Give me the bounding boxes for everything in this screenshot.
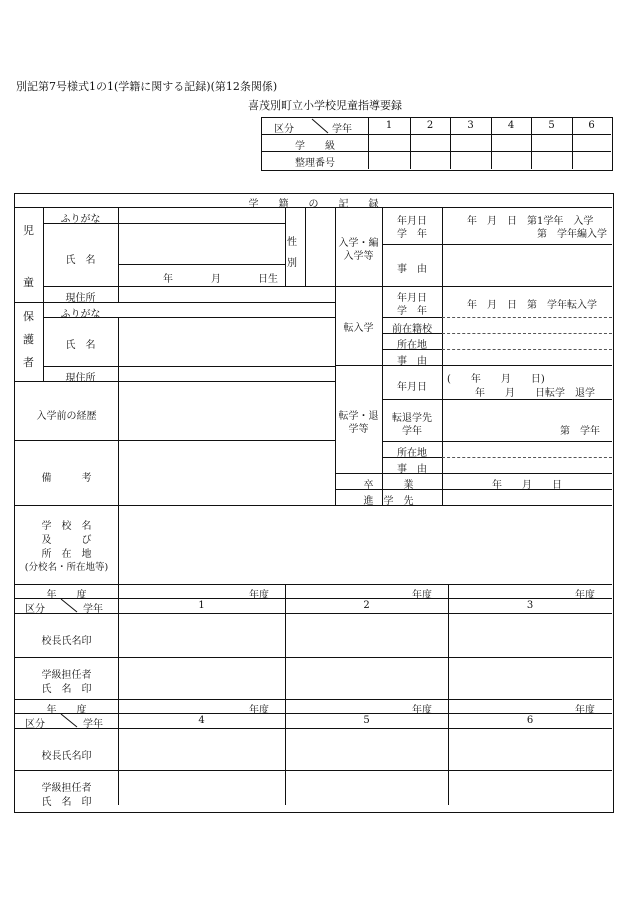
class-number-table <box>261 117 613 171</box>
guardian-label-1: 保 <box>23 310 34 323</box>
school-name-label-1: 学 校 名 <box>41 521 92 532</box>
grade-5: 5 <box>548 120 555 131</box>
admission-date-label: 年月日 <box>397 216 427 227</box>
guardian-label-3: 者 <box>23 356 34 369</box>
graduation-date: 年 月 日 <box>492 480 562 491</box>
transfer-out-entry-2: 年 月 日転学 退学 <box>475 388 595 399</box>
child-name-label: 氏 名 <box>65 255 96 266</box>
grade-3: 3 <box>467 120 474 131</box>
principal-label-b: 校長氏名印 <box>41 751 92 762</box>
prev-school-label: 前在籍校 <box>392 324 432 335</box>
year-grade-2: 2 <box>363 600 370 611</box>
transfer-out-location-label: 所在地 <box>397 448 427 459</box>
pre-history-label: 入学前の経歴 <box>36 411 97 422</box>
division-b: 区分 <box>25 719 45 730</box>
grade-4: 4 <box>507 120 515 131</box>
grade-label-b: 学年 <box>83 719 103 730</box>
nendo-a3: 年度 <box>575 590 595 601</box>
guardian-furigana-label: ふりがな <box>60 309 101 320</box>
year-grade-3: 3 <box>526 600 534 611</box>
child-label-2: 童 <box>23 276 34 289</box>
guardian-name-label: 氏 名 <box>65 340 96 351</box>
transfer-out-date-label: 年月日 <box>397 382 427 393</box>
nendo-b2: 年度 <box>412 705 432 716</box>
year-grade-1: 1 <box>198 600 205 611</box>
transfer-in-entry: 年 月 日 第 学年転入学 <box>467 300 597 311</box>
nendo-b3: 年度 <box>575 705 595 716</box>
teacher-label-a-2: 氏 名 印 <box>41 684 92 695</box>
grade-6: 6 <box>588 120 595 131</box>
school-name-label-2: 及 び <box>41 535 92 546</box>
admission-grade-label: 学 年 <box>397 229 427 240</box>
child-address-label: 現住所 <box>65 293 96 304</box>
form-title: 別記第7号様式1の1(学籍に関する記録)(第12条関係) <box>16 80 278 93</box>
child-label-1: 児 <box>23 224 34 237</box>
year-grade-6: 6 <box>526 715 534 726</box>
transfer-in-label: 転入学 <box>343 323 374 334</box>
document-title: 喜茂別町立小学校児童指導要録 <box>248 99 402 112</box>
birth-month: 月 <box>211 274 221 285</box>
next-school-label: 進 学 先 <box>363 496 414 507</box>
admission-entry-1: 年 月 日 第1学年 入学 <box>467 216 594 227</box>
division-label: 区分 <box>274 124 294 135</box>
transfer-out-grade-label: 学年 <box>402 426 422 437</box>
year-grade-5: 5 <box>363 715 370 726</box>
transfer-out-dest-label: 転退学先 <box>392 413 432 424</box>
school-name-label-4: (分校名・所在地等) <box>24 562 109 573</box>
admission-label-1: 入学・編 <box>338 238 379 249</box>
admission-reason-label: 事 由 <box>397 264 427 275</box>
guardian-label-2: 護 <box>23 333 34 346</box>
teacher-label-b-2: 氏 名 印 <box>41 797 92 808</box>
grade-label: 学年 <box>332 124 352 135</box>
admission-label-2: 入学等 <box>343 251 374 262</box>
sex-label-2: 別 <box>287 258 297 269</box>
transfer-out-label-2: 学等 <box>348 424 369 435</box>
birth-year: 年 <box>163 274 173 285</box>
grade-2: 2 <box>426 120 434 131</box>
class-label: 学 級 <box>295 141 335 152</box>
school-name-label-3: 所 在 地 <box>41 549 92 560</box>
section-title: 学 籍 の 記 録 <box>248 199 379 210</box>
graduation-label: 卒 業 <box>363 480 414 491</box>
grade-1: 1 <box>385 120 393 131</box>
enrollment-record <box>14 193 614 813</box>
transfer-out-reason-label: 事 由 <box>397 464 427 475</box>
remarks-label: 備 考 <box>41 473 92 484</box>
year-label-a: 年 度 <box>46 590 87 601</box>
nendo-a1: 年度 <box>249 590 269 601</box>
transfer-in-grade-label: 学 年 <box>397 306 427 317</box>
nendo-b1: 年度 <box>249 705 269 716</box>
teacher-label-a-1: 学級担任者 <box>41 670 92 681</box>
teacher-label-b-1: 学級担任者 <box>41 783 92 794</box>
division-a: 区分 <box>25 604 45 615</box>
year-label-b: 年 度 <box>46 705 87 716</box>
child-furigana-label: ふりがな <box>60 214 101 225</box>
sex-label-1: 性 <box>287 237 297 248</box>
year-grade-4: 4 <box>198 715 205 726</box>
principal-label-a: 校長氏名印 <box>41 636 92 647</box>
admission-entry-2: 第 学年編入学 <box>537 229 607 240</box>
transfer-in-reason-label: 事 由 <box>397 356 427 367</box>
guardian-address-label: 現住所 <box>65 373 96 384</box>
birth-day: 日生 <box>258 274 278 285</box>
transfer-out-label-1: 転学・退 <box>338 411 379 422</box>
grade-label-a: 学年 <box>83 604 103 615</box>
nendo-a2: 年度 <box>412 590 432 601</box>
transfer-out-grade-entry: 第 学年 <box>560 426 600 437</box>
transfer-in-date-label: 年月日 <box>397 293 427 304</box>
transfer-out-entry-1: ( 年 月 日) <box>447 374 545 385</box>
transfer-in-location-label: 所在地 <box>397 340 427 351</box>
number-label: 整理番号 <box>295 158 335 169</box>
